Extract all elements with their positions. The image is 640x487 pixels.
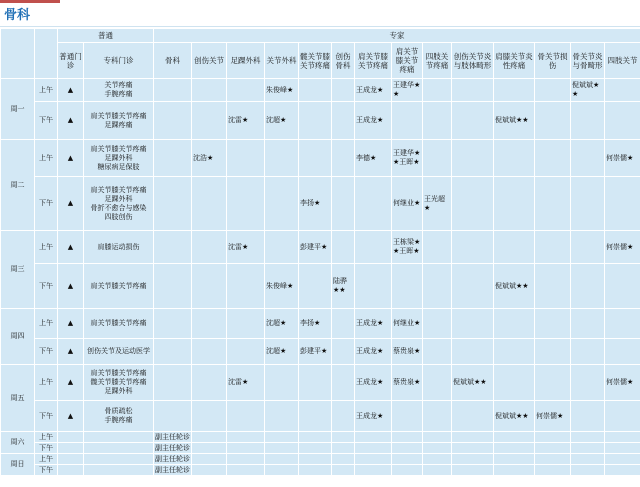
specialty-line: 手腕疼痛 [104,416,133,424]
col-expert: 创伤关节炎与肢体畸形 [452,43,494,79]
general-mark: ▲ [58,339,84,365]
general-mark: ▲ [58,177,84,231]
doctor-cell: 何崇儒★ [605,365,640,401]
general-mark: ▲ [58,231,84,264]
specialty-line: 骨折不愈合与感染 [90,203,147,212]
col-expert: 髋关节膝关节疼痛 [299,43,332,79]
general-mark: ▲ [58,264,84,309]
top-bar [0,0,640,3]
period-label: 下午 [35,401,58,432]
doctor-cell: 陆骅★★ [332,264,355,309]
specialty-cell [84,177,154,231]
doctor-cell: 王成龙★ [355,79,392,102]
specialty-line: 肩关节膝关节疼痛 [90,369,147,377]
doctor-cell: 王光超★ [423,177,452,231]
doctor-cell: 沈超★ [265,339,299,365]
doctor-cell: 倪斌斌★★ [494,264,535,309]
corner-cell [1,29,35,79]
day-label: 周一 [1,79,35,140]
specialty-line: 足踝外科 [104,153,133,162]
schedule-table [0,28,640,476]
period-label: 下午 [35,102,58,140]
doctor-cell: 沈雷★ [227,365,265,401]
doctor-cell: 王成龙★ [355,309,392,339]
general-mark: ▲ [58,401,84,432]
doctor-cell: 李扬★ [299,177,332,231]
period-label: 上午 [35,79,58,102]
specialty-line: 肩膝运动损伤 [97,242,140,251]
specialty-line: 肩关节膝关节疼痛 [90,319,147,327]
specialty-cell [84,140,154,177]
header-expert: 专家 [154,29,640,43]
doctor-cell: 蔡贵泉★ [392,339,423,365]
doctor-cell: 沈雷★ [227,102,265,140]
day-label: 周四 [1,309,35,365]
specialty-line: 糖尿病足保肢 [97,162,140,171]
period-label: 下午 [35,443,58,454]
doctor-cell: 何继业★ [392,309,423,339]
doctor-cell: 王栋梁★★王晖★ [392,231,423,264]
specialty-cell [84,79,154,102]
doctor-cell: 沈超★ [265,309,299,339]
doctor-cell: 沈浩★ [192,140,227,177]
col-expert: 骨关节损伤 [535,43,571,79]
col-expert: 肩关节膝关节疼痛 [392,43,423,79]
period-label: 上午 [35,309,58,339]
rotation-cell: 副主任轮诊 [155,454,190,463]
doctor-cell: 王成龙★ [355,339,392,365]
doctor-cell: 何崇儒★ [605,140,640,177]
specialty-line: 关节疼痛 [104,81,133,89]
col-expert: 四肢关节 [605,43,640,79]
col-general-clinic: 普通门诊 [58,43,84,79]
period-label: 上午 [35,140,58,177]
specialty-cell [84,365,154,401]
col-expert: 关节外科 [265,43,299,79]
doctor-cell: 倪斌斌★★ [452,365,494,401]
doctor-cell: 蔡贵泉★ [392,365,423,401]
specialty-line: 骨质疏松 [104,407,133,415]
doctor-cell: 朱俊峰★ [265,79,299,102]
general-mark: ▲ [58,79,84,102]
doctor-cell: 何崇儒★ [535,401,571,432]
specialty-cell [84,102,154,140]
general-mark: ▲ [58,309,84,339]
col-expert: 创伤骨科 [332,43,355,79]
rotation-cell: 副主任轮诊 [155,465,190,474]
day-label: 周五 [1,365,35,432]
doctor-cell: 王建华★★王晖★ [392,140,423,177]
specialty-line: 足踝外科 [104,194,133,203]
period-label: 下午 [35,264,58,309]
doctor-cell: 李扬★ [299,309,332,339]
rotation-cell: 副主任轮诊 [155,443,190,452]
specialty-cell [84,339,154,365]
day-label: 周二 [1,140,35,231]
doctor-cell: 倪斌斌★★ [494,102,535,140]
col-expert: 足踝外科 [227,43,265,79]
doctor-cell: 倪斌斌★★ [494,401,535,432]
specialty-line: 肩关节膝关节疼痛 [90,111,147,120]
col-expert: 骨科 [154,43,192,79]
doctor-cell: 王成龙★ [355,365,392,401]
col-expert: 骨关节炎与骨畸形 [571,43,605,79]
specialty-cell [84,401,154,432]
specialty-line: 肩关节膝关节疼痛 [90,281,147,290]
specialty-cell [84,264,154,309]
col-expert: 四肢关节疼痛 [423,43,452,79]
doctor-cell: 王成龙★ [355,401,392,432]
specialty-cell [84,231,154,264]
rotation-cell: 副主任轮诊 [155,432,190,441]
col-expert: 创伤关节 [192,43,227,79]
doctor-cell: 沈雷★ [227,231,265,264]
period-label: 上午 [35,454,58,465]
doctor-cell: 朱俊峰★ [265,264,299,309]
period-label: 下午 [35,177,58,231]
general-mark: ▲ [58,365,84,401]
doctor-cell: 彭建平★ [299,231,332,264]
general-mark: ▲ [58,102,84,140]
doctor-cell: 王成龙★ [355,102,392,140]
day-label: 周日 [1,454,35,476]
corner-cell [35,29,58,79]
period-label: 上午 [35,365,58,401]
page-title: 骨科 [4,8,31,23]
doctor-cell: 何继业★ [392,177,423,231]
period-label: 上午 [35,231,58,264]
period-label: 上午 [35,432,58,443]
doctor-cell: 李德★ [355,140,392,177]
specialty-line: 髋关节膝关节疼痛 [90,378,147,386]
doctor-cell: 倪斌斌★★ [571,79,605,102]
doctor-cell: 沈超★ [265,102,299,140]
general-mark: ▲ [58,140,84,177]
col-specialty-clinic: 专科门诊 [84,43,154,79]
col-expert: 肩膝关节炎性疼痛 [494,43,535,79]
header-general: 普通 [58,29,154,43]
top-bar-accent [0,0,60,3]
specialty-cell [84,309,154,339]
specialty-line: 足踝疼痛 [104,120,133,129]
col-expert: 肩关节膝关节疼痛 [355,43,392,79]
specialty-line: 创伤关节及运动医学 [87,347,150,355]
specialty-line: 足踝外科 [104,387,133,395]
day-label: 周六 [1,432,35,454]
specialty-line: 肩关节膝关节疼痛 [90,185,147,194]
doctor-cell: 王建华★★ [392,79,423,102]
day-label: 周三 [1,231,35,309]
period-label: 下午 [35,465,58,476]
doctor-cell: 何崇儒★ [605,231,640,264]
title-divider [0,26,640,27]
doctor-cell: 彭建平★ [299,339,332,365]
specialty-line: 手腕疼痛 [104,90,133,98]
specialty-line: 四肢创伤 [104,212,133,221]
period-label: 下午 [35,339,58,365]
specialty-line: 肩关节膝关节疼痛 [90,144,147,153]
